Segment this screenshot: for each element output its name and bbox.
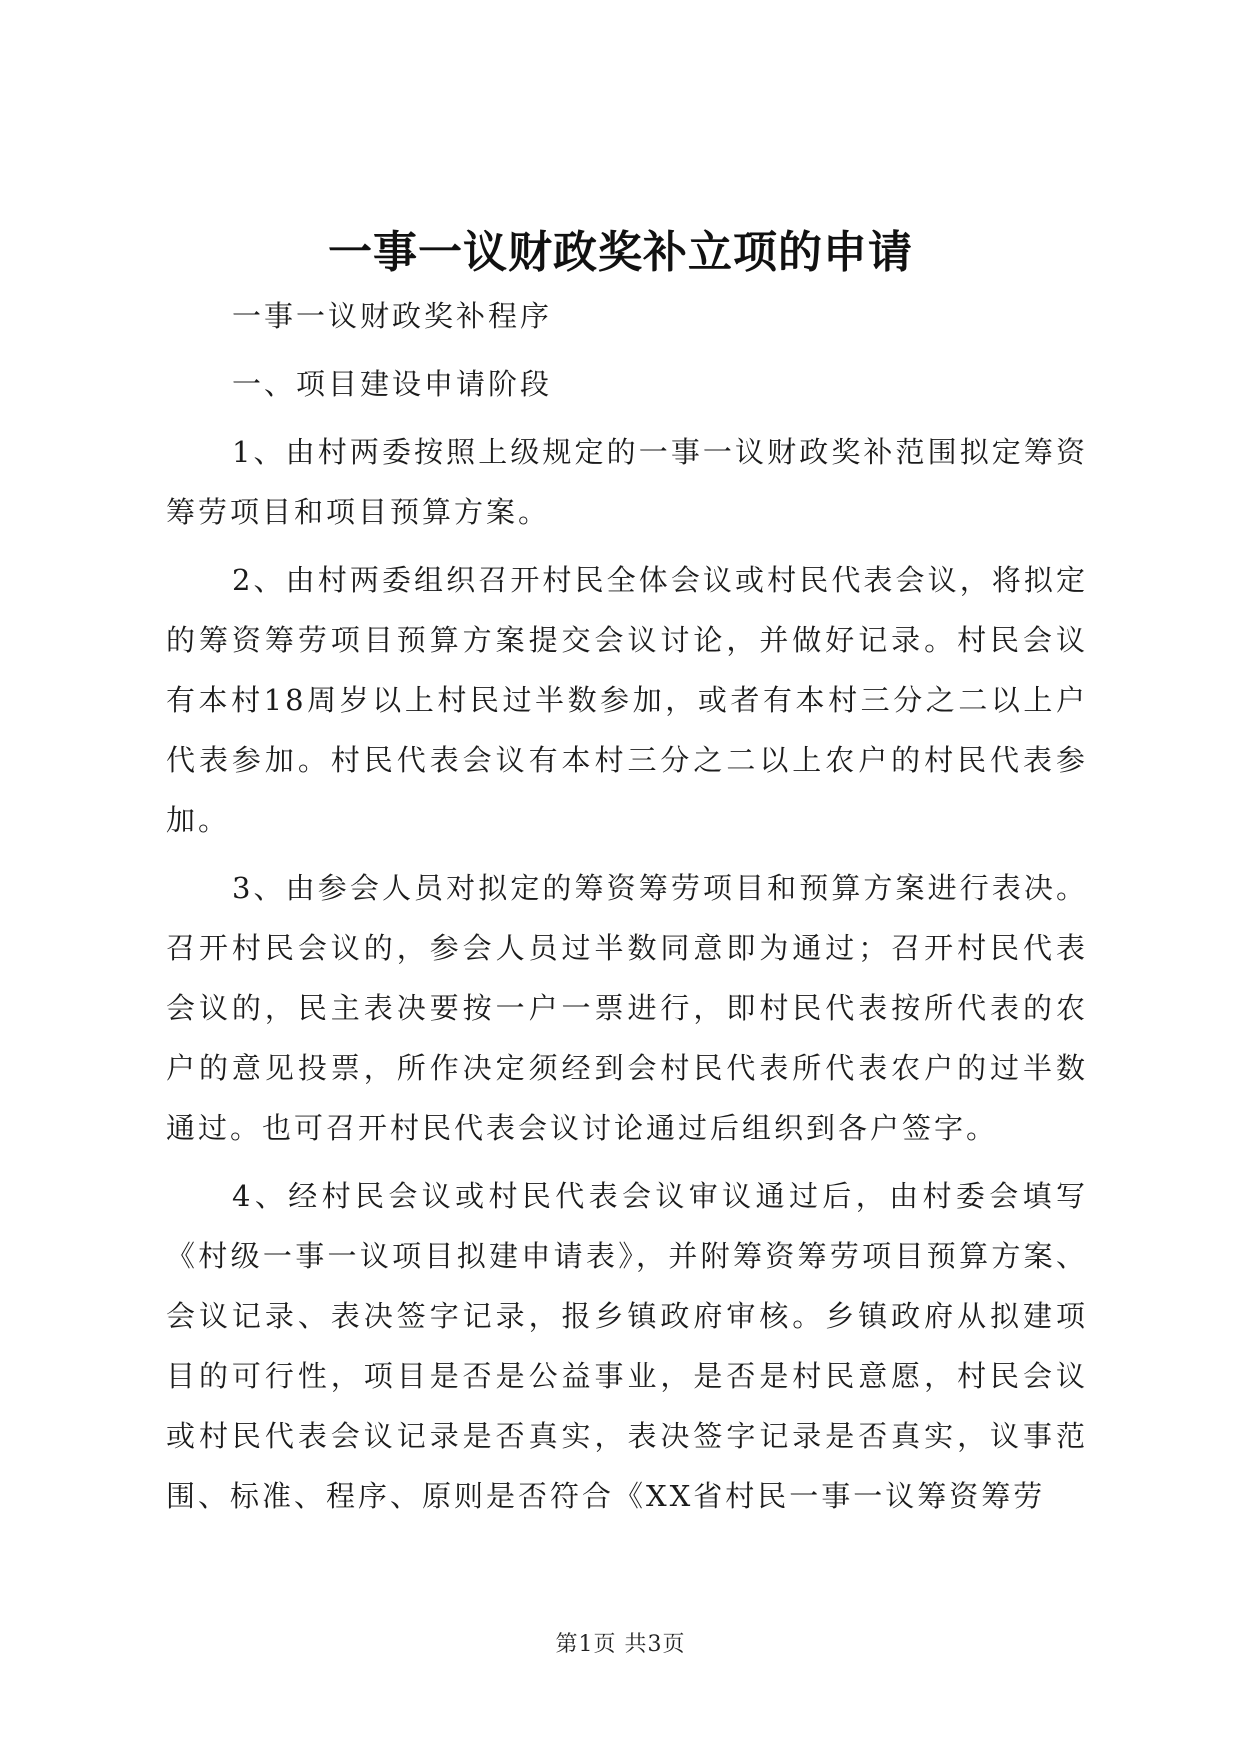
paragraph-item-1: 1、由村两委按照上级规定的一事一议财政奖补范围拟定筹资筹劳项目和项目预算方案。	[166, 435, 1088, 529]
paragraph-item-4: 4、经村民会议或村民代表会议审议通过后，由村委会填写《村级一事一议项目拟建申请表》，并附筹资筹劳项目预算方案、会议记录、表决签字记录，报乡镇政府审核。乡镇政府从拟建项目的可行性，项目是否是公益事业，是否是村民意愿，村民会议或村民代表会议记录是否真实，表决签字记录是否真实，议事范围、标准、程序、原则是否符合《XX省村民一事一议筹资筹劳	[166, 1179, 1088, 1513]
paragraph-item-3: 3、由参会人员对拟定的筹资筹劳项目和预算方案进行表决。召开村民会议的，参会人员过半数同意即为通过；召开村民代表会议的，民主表决要按一户一票进行，即村民代表按所代表的农户的意见投票，所作决定须经到会村民代表所代表农户的过半数通过。也可召开村民代表会议讨论通过后组织到各户签字。	[166, 871, 1088, 1145]
page-number-footer: 第1页 共3页	[555, 1632, 686, 1657]
paragraph-heading-procedure: 一事一议财政奖补程序	[232, 299, 553, 333]
paragraph-section-one: 一、项目建设申请阶段	[232, 367, 553, 401]
paragraph-item-2: 2、由村两委组织召开村民全体会议或村民代表会议，将拟定的筹资筹劳项目预算方案提交会议讨论，并做好记录。村民会议有本村18周岁以上村民过半数参加，或者有本村三分之二以上户代表参加。村民代表会议有本村三分之二以上农户的村民代表参加。	[166, 563, 1088, 837]
document-body	[166, 286, 1088, 1534]
document-title: 一事一议财政奖补立项的申请	[328, 227, 913, 278]
